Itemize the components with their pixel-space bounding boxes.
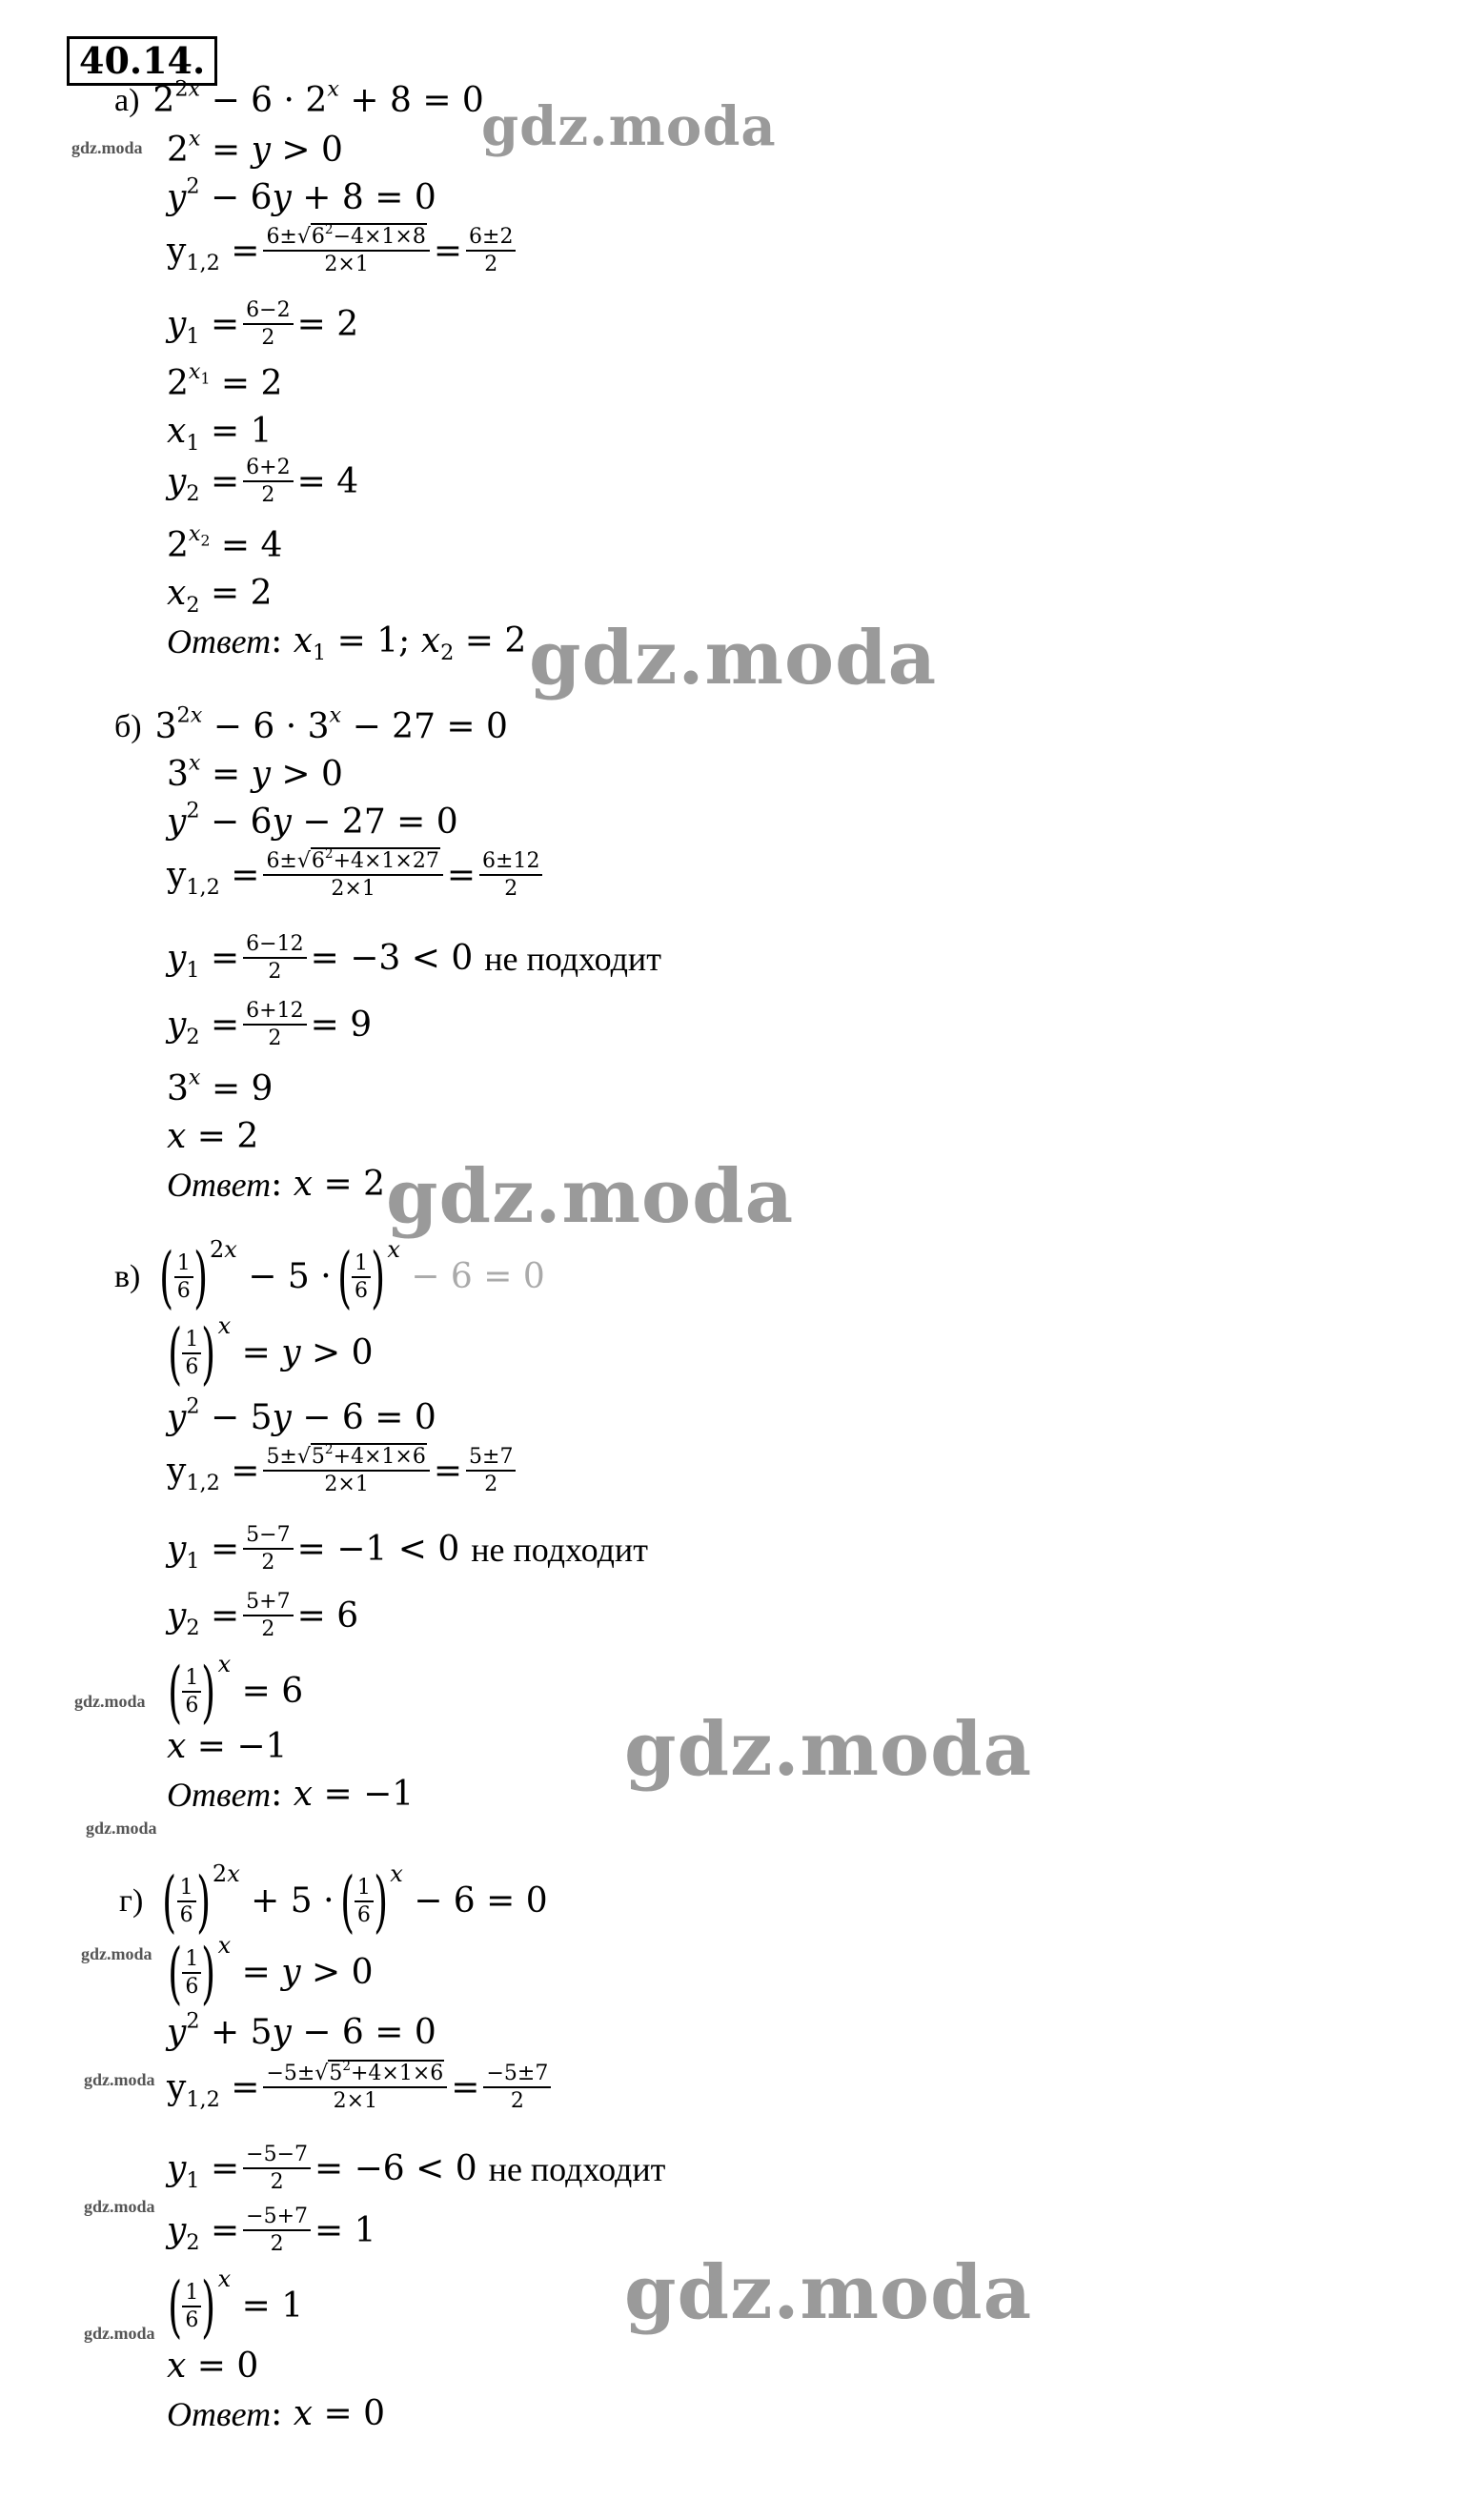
part-v-quadratic: $y^2 - 5y - 6 = 0$ xyxy=(167,1393,436,1437)
watermark-small: gdz.moda xyxy=(74,1692,146,1711)
part-b-answer: Ответ : x = 2 xyxy=(167,1165,385,1204)
part-b-equation: б) $3^{2x} - 6 \cdot 3^x - 27 = 0$ xyxy=(114,702,508,746)
watermark-small: gdz.moda xyxy=(84,2070,155,2089)
part-g-substitution: ( $\frac{1}{6}$ ) x = y > 0 xyxy=(168,1932,374,2012)
part-a-letter: а) xyxy=(114,83,140,118)
part-a-quadratic: $y^2 - 6y + 8 = 0$ xyxy=(167,173,436,217)
watermark-small: gdz.moda xyxy=(86,1819,157,1838)
watermark: gdz.moda xyxy=(529,615,938,701)
part-a-eq2: $2^{x_2} = 4$ xyxy=(167,521,283,565)
part-g-quadratic: $y^2 + 5y - 6 = 0$ xyxy=(167,2008,436,2052)
part-v-eq: ( $\frac{1}{6}$ ) x = 6 xyxy=(168,1651,304,1731)
part-v-letter: в) xyxy=(114,1259,141,1294)
part-g-y1: $y_1$ = $\frac{-5-7}{2}$ = −6 < 0 не подходит xyxy=(167,2143,666,2194)
part-b-y2: $y_2$ = $\frac{6+12}{2}$ = 9 xyxy=(167,999,373,1050)
part-b-letter: б) xyxy=(114,709,142,744)
problem-number: 40.14. xyxy=(67,36,217,86)
part-g-equation: г) ( $\frac{1}{6}$ ) 2x + 5 · ( $\frac{1}{6}$ ) x − 6 = 0 xyxy=(119,1860,548,1941)
watermark-small: gdz.moda xyxy=(84,2324,155,2343)
part-a-answer: Ответ : $x_1 = 1$; $x_2 = 2$ xyxy=(167,621,527,665)
part-a-x2: $x_2 = 2$ xyxy=(167,574,273,618)
part-a-roots-formula: $y_{1,2}$ = $\frac{6\pm√6^2-4\times 1\times 8}{2\times 1}$ = $\frac{6\pm 2}{2}$ xyxy=(167,227,519,275)
part-v-x: x = −1 xyxy=(167,1727,288,1766)
part-b-x: x = 2 xyxy=(167,1117,259,1156)
part-v-answer: Ответ : x = −1 xyxy=(167,1775,415,1814)
part-a-y2: $y_2$ = $\frac{6+2}{2}$ = 4 xyxy=(167,456,359,507)
part-b-substitution: $3^x = y > 0$ xyxy=(167,750,343,794)
part-a-x1: $x_1 = 1$ xyxy=(167,412,273,456)
watermark: gdz.moda xyxy=(386,1153,795,1240)
part-v-y1: $y_1$ = $\frac{5-7}{2}$ = −1 < 0 не подходит xyxy=(167,1523,648,1575)
part-g-letter: г) xyxy=(119,1883,144,1919)
part-g-x: x = 0 xyxy=(167,2347,259,2386)
part-a-eq1: $2^{x_1} = 2$ xyxy=(167,359,283,403)
part-a-substitution: $2^x = y > 0$ xyxy=(167,126,343,170)
part-g-answer: Ответ : x = 0 xyxy=(167,2394,385,2433)
part-v-y2: $y_2$ = $\frac{5+7}{2}$ = 6 xyxy=(167,1590,359,1641)
part-v-substitution: ( $\frac{1}{6}$ ) x = y > 0 xyxy=(168,1312,374,1392)
part-b-quadratic: $y^2 - 6y - 27 = 0$ xyxy=(167,798,458,842)
watermark: gdz.moda xyxy=(481,95,777,158)
part-v-equation: в) ( $\frac{1}{6}$ ) 2x − 5 · ( $\frac{1}{6}$ ) x − 6 = 0 xyxy=(114,1236,545,1316)
part-a-y1: $y_1$ = $\frac{6-2}{2}$ = 2 xyxy=(167,298,359,350)
part-a-equation: а) $2^{2x} - 6 \cdot 2^x + 8 = 0$ xyxy=(114,76,484,120)
part-b-roots-formula: $y_{1,2}$ = $\frac{6\pm√6^2+4\times 1\times 27}{2\times 1}$ = $\frac{6\pm 12}{2}$ xyxy=(167,851,546,900)
watermark-small: gdz.moda xyxy=(81,1944,152,1963)
watermark: gdz.moda xyxy=(624,1706,1033,1793)
part-b-eq: $3^x = 9$ xyxy=(167,1065,274,1108)
part-v-roots-formula: $y_{1,2}$ = $\frac{5\pm√5^2+4\times 1\times 6}{2\times 1}$ = $\frac{5\pm 7}{2}$ xyxy=(167,1447,519,1495)
part-b-y1: $y_1$ = $\frac{6-12}{2}$ = −3 < 0 не подходит xyxy=(167,932,661,984)
part-g-roots-formula: $y_{1,2}$ = $\frac{-5\pm√5^2+4\times 1\times 6}{2\times 1}$ = $\frac{-5\pm 7}{2}$ xyxy=(167,2063,555,2112)
watermark: gdz.moda xyxy=(624,2249,1033,2336)
watermark-small: gdz.moda xyxy=(71,138,143,157)
watermark-small: gdz.moda xyxy=(84,2197,155,2216)
part-g-y2: $y_2$ = $\frac{-5+7}{2}$ = 1 xyxy=(167,2205,376,2256)
part-g-eq: ( $\frac{1}{6}$ ) x = 1 xyxy=(168,2266,304,2346)
